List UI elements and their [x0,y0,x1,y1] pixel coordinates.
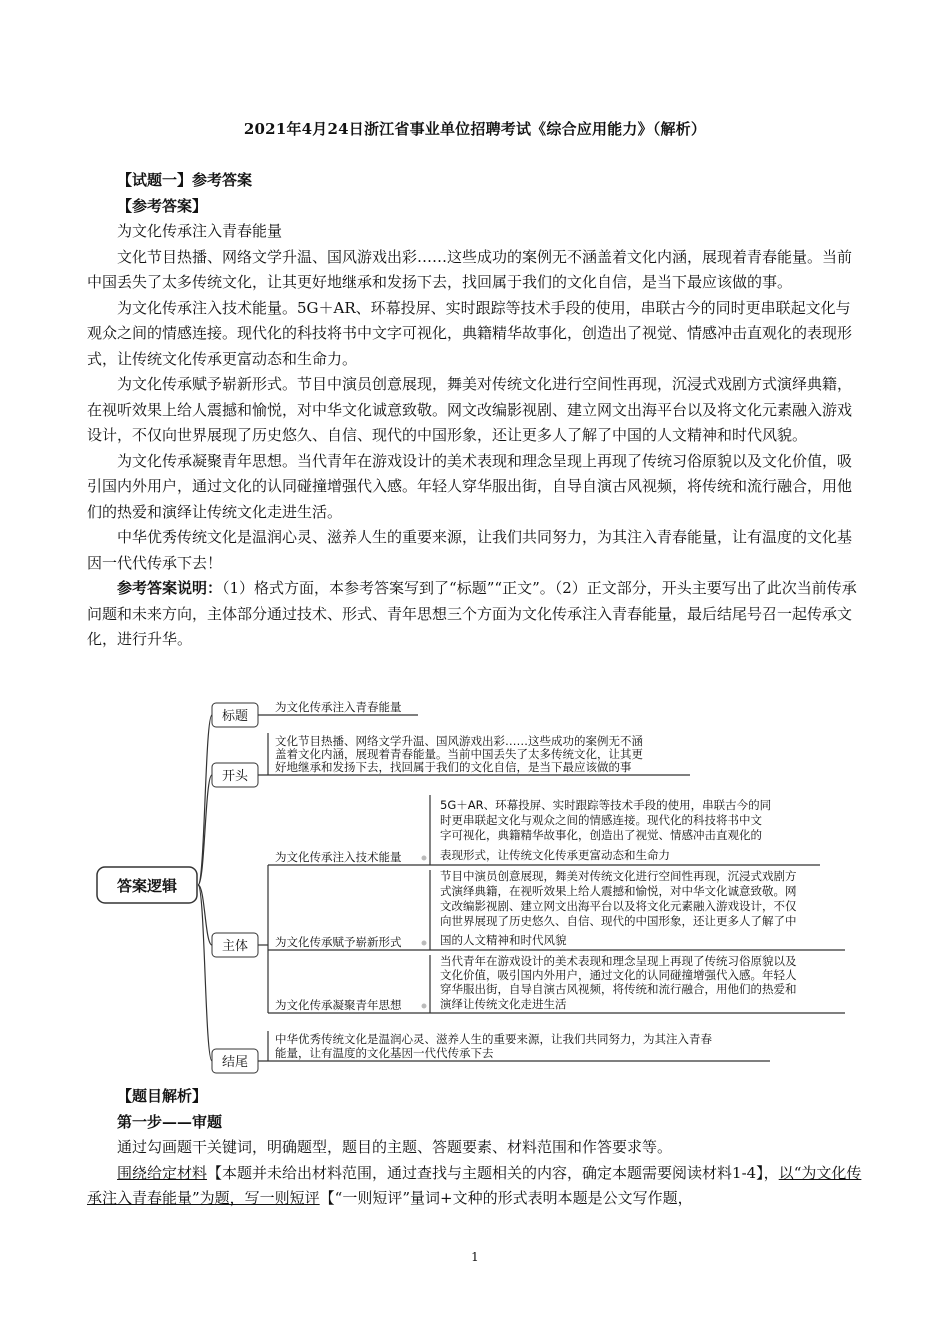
main-item-3-label: 为文化传承凝聚青年思想 [275,998,402,1012]
section1-header: 【试题一】参考答案 [117,171,253,189]
step1-note-2: 【“一则短评”量词+文种的形式表明本题是公文写作题， [319,1189,693,1207]
mindmap-title-text: 为文化传承注入青春能量 [275,700,402,714]
main-item-2-line-2: 式演绎典籍，在视听效果上给人震撼和愉悦，对中华文化诚意致敬。网 [440,884,797,898]
main-item-2-line-1: 节目中演员创意展现，舞美对传统文化进行空间性再现，沉浸式戏剧方 [440,869,797,883]
opening-line-1: 文化节目热播、网络文学升温、国风游戏出彩……这些成功的案例无不涵 [275,734,643,748]
main-item-3-line-1: 当代青年在游戏设计的美术表现和理念呈现上再现了传统习俗原貌以及 [440,954,797,968]
answer-explanation [87,576,862,653]
main-item-1-line-4: 表现形式，让传统文化传承更富动态和生命力 [440,848,670,862]
node-ending: 结尾 [221,1055,249,1070]
essay-paragraph-1: 文化节目热播、网络文学升温、国风游戏出彩……这些成功的案例无不涵盖着文化内涵，展现着青春能量。当前中国丢失了太多传统文化，让其更好地继承和发扬下去，找回属于我们的文化自信，是当下最应该做的事。 [87,247,853,291]
main-item-2-label: 为文化传承赋予崭新形式 [275,935,402,949]
main-item-3-line-2: 文化价值，吸引国内外用户，通过文化的认同碰撞增强代入感。年轻人 [440,968,797,982]
opening-line-2: 盖着文化内涵，展现着青春能量。当前中国丢失了太多传统文化，让其更 [275,747,643,761]
main-item-2-line-5: 国的人文精神和时代风貌 [440,933,567,947]
answer-section [87,168,862,653]
essay-paragraph-2: 为文化传承注入技术能量。5G＋AR、环幕投屏、实时跟踪等技术手段的使用，串联古今的同时更串联起文化与观众之间的情感连接。现代化的科技将书中文字可视化，典籍精华故事化，创造出了视觉、情感冲击直观化的表现形式，让传统文化传承更富动态和生命力。 [87,298,853,368]
step1-requirements [87,1161,862,1212]
analysis-header: 【题目解析】 [117,1087,208,1105]
essay-paragraph-4: 为文化传承凝聚青年思想。当代青年在游戏设计的美术表现和理念呈现上再现了传统习俗原貌以及文化价值，吸引国内外用户，通过文化的认同碰撞增强代入感。年轻人穿华服出街，自导自演古风视频，将传统和流行融合，用他们的热爱和演绎让传统文化走进生活。 [87,451,853,521]
explanation-text: （1）格式方面，本参考答案写到了“标题”“正文”。（2）正文部分，开头主要写出了此次当前传承问题和未来方向，主体部分通过技术、形式、青年思想三个方面为文化传承注入青春能量，最后结尾号召一起传承文化，进行升华。 [87,579,857,648]
answer-logic-mindmap [0,695,950,1085]
mindmap-root: 答案逻辑 [116,877,178,895]
step1-header: 第一步——审题 [117,1112,223,1131]
step1-text: 通过勾画题干关键词，明确题型，题目的主题、答题要素、材料范围和作答要求等。 [117,1138,673,1156]
page-number: 1 [471,1250,479,1264]
step1-note-1: 【本题并未给出材料范围，通过查找与主题相关的内容，确定本题需要阅读材料1-4】， [207,1163,779,1182]
essay-paragraph-3: 为文化传承赋予崭新形式。节目中演员创意展现，舞美对传统文化进行空间性再现，沉浸式戏剧方式演绎典籍，在视听效果上给人震撼和愉悦，对中华文化诚意致敬。网文改编影视剧、建立网文出海平台以及将文化元素融入游戏设计，不仅向世界展现了历史悠久、自信、现代的中国形象，还让更多人了解了中国的人文精神和时代风貌。 [87,375,853,444]
document-title: 2021年4月24日浙江省事业单位招聘考试《综合应用能力》（解析） [243,120,707,138]
main-item-1-line-2: 时更串联起文化与观众之间的情感连接。现代化的科技将书中文 [440,813,762,827]
main-item-3-line-3: 穿华服出街，自导自演古风视频，将传统和流行融合，用他们的热爱和 [440,982,797,996]
explanation-label: 参考答案说明： [117,579,223,597]
essay-title: 为文化传承注入青春能量 [117,222,283,240]
node-title: 标题 [221,709,249,724]
ending-line-1: 中华优秀传统文化是温润心灵、滋养人生的重要来源，让我们共同努力，为其注入青春 [275,1032,712,1046]
analysis-section [87,1084,862,1212]
main-item-2-line-3: 文改编影视剧、建立网文出海平台以及将文化元素融入游戏设计，不仅 [440,899,797,913]
main-item-2-line-4: 向世界展现了历史悠久、自信、现代的中国形象，还让更多人了解了中 [440,914,797,928]
opening-line-3: 好地继承和发扬下去，找回属于我们的文化自信，是当下最应该做的事 [275,760,632,774]
main-item-3-line-4: 演绎让传统文化走进生活 [440,997,567,1011]
main-item-1-label: 为文化传承注入技术能量 [275,850,402,864]
step1-underline-1: 围绕给定材料 [117,1163,208,1182]
answer-header: 【参考答案】 [117,196,208,215]
essay-paragraph-5: 中华优秀传统文化是温润心灵、滋养人生的重要来源，让我们共同努力，为其注入青春能量，让有温度的文化基因一代代传承下去！ [87,528,853,572]
node-main: 主体 [221,939,249,954]
main-item-1-line-1: 5G＋AR、环幕投屏、实时跟踪等技术手段的使用，串联古今的同 [440,798,772,812]
ending-line-2: 能量，让有温度的文化基因一代代传承下去 [275,1046,494,1060]
main-item-1-line-3: 字可视化，典籍精华故事化，创造出了视觉、情感冲击直观化的 [440,828,762,842]
step1-underline-2: 以“为文化传承注入青春能量”为题，写一则短评 [87,1163,862,1207]
node-opening: 开头 [221,769,249,784]
